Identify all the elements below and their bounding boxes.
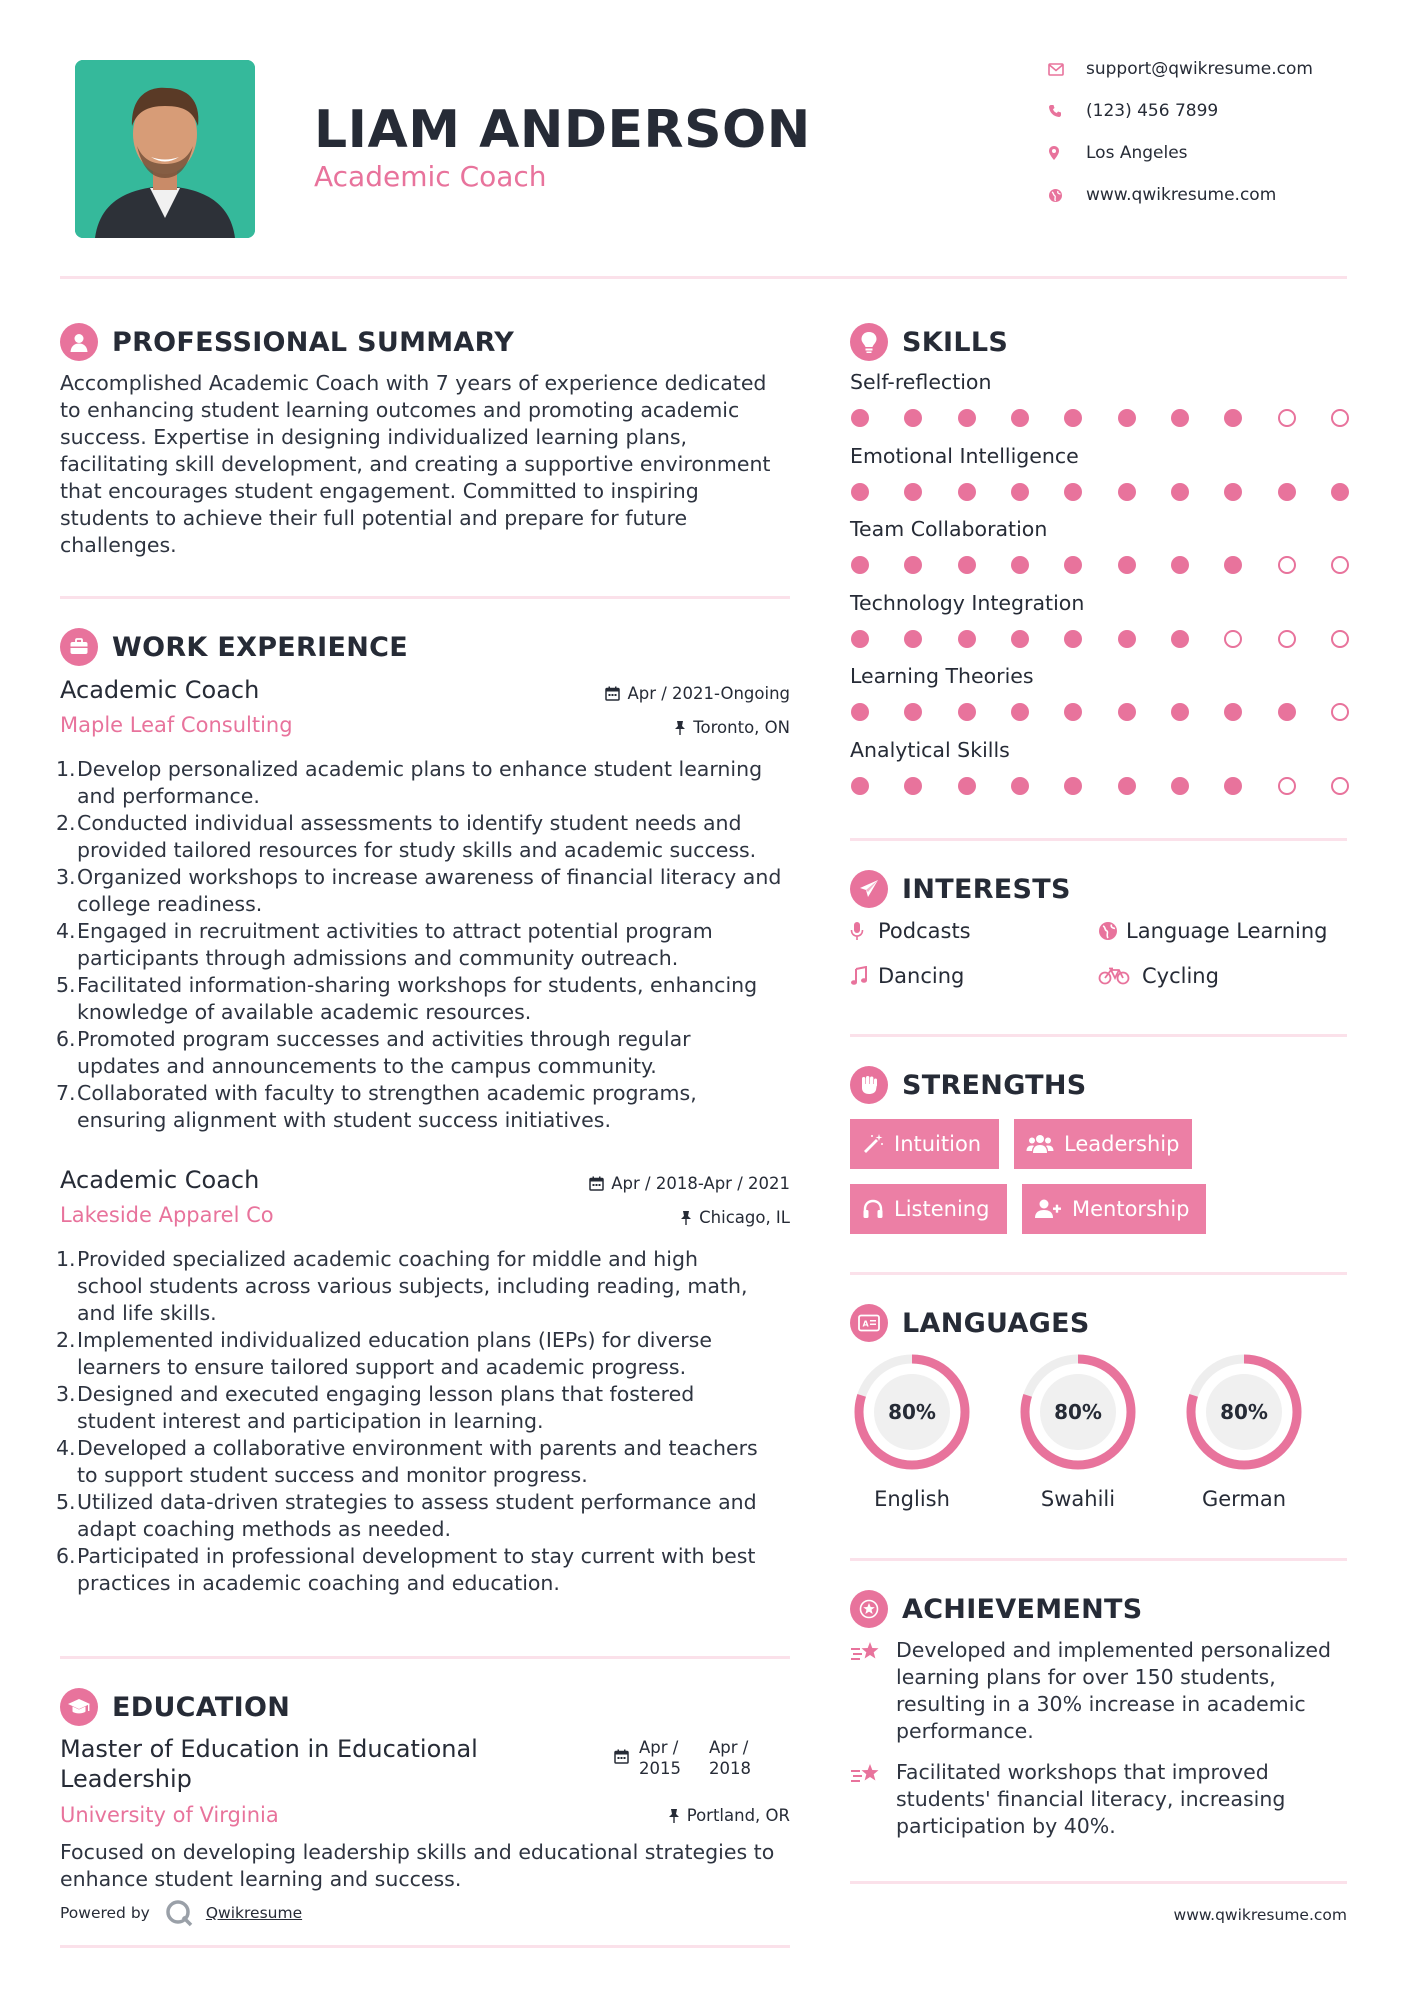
education-location-text: Portland, OR <box>686 1806 790 1825</box>
achievement-line: students' financial literacy, increasing <box>896 1787 1286 1811</box>
job-1-date-text: Apr / 2021-Ongoing <box>627 684 790 703</box>
list-number: 5. <box>56 973 76 997</box>
duty-line: updates and announcements to the campus community. <box>77 1054 657 1078</box>
language-name: English <box>874 1487 950 1511</box>
list-item <box>58 1489 803 1543</box>
skill-dot-filled <box>1118 483 1136 501</box>
skill-dot-empty <box>1331 409 1349 427</box>
duty-line: practices in academic coaching and education. <box>77 1571 560 1595</box>
achievement-line: performance. <box>896 1719 1034 1743</box>
duty-line: college readiness. <box>77 892 263 916</box>
list-number: 1. <box>56 1247 76 1271</box>
profile-photo <box>75 60 255 238</box>
globe-icon <box>1098 921 1126 941</box>
education-section-title <box>60 1687 290 1727</box>
skill-dot-filled <box>1011 409 1029 427</box>
shooting-star-icon <box>850 1637 896 1745</box>
skill-dot-empty <box>1331 556 1349 574</box>
user-plus-icon <box>1034 1198 1062 1220</box>
language-ring <box>851 1351 973 1473</box>
language-item <box>1017 1351 1139 1511</box>
skill-dot-filled <box>1064 703 1082 721</box>
duty-line: Facilitated information-sharing workshops for students, enhancing <box>77 973 758 997</box>
skill-dot-filled <box>904 556 922 574</box>
achievement-text <box>896 1637 1331 1745</box>
contact-email[interactable] <box>1048 52 1348 86</box>
list-number: 5. <box>56 1490 76 1514</box>
magic-wand-icon <box>862 1133 884 1155</box>
summary-line: Accomplished Academic Coach with 7 years of experience dedicated <box>60 371 767 395</box>
calendar-icon <box>614 1749 629 1764</box>
interests-title: INTERESTS <box>902 873 1071 905</box>
skill-dot-filled <box>1064 556 1082 574</box>
interest-dancing <box>850 961 964 991</box>
skill-dot-filled <box>1224 556 1242 574</box>
microphone-icon <box>850 921 878 941</box>
skill-dot-empty <box>1278 777 1296 795</box>
skill-dot-filled <box>851 777 869 795</box>
skill-dot-filled <box>1171 483 1189 501</box>
calendar-icon <box>589 1176 604 1191</box>
strength-label: Mentorship <box>1072 1197 1190 1221</box>
achievement-line: Facilitated workshops that improved <box>896 1760 1269 1784</box>
job-1-company: Maple Leaf Consulting <box>60 713 293 737</box>
calendar-icon <box>605 686 620 701</box>
strength-mentorship <box>1022 1184 1206 1234</box>
skill-dot-filled <box>1224 409 1242 427</box>
phone-icon <box>1048 104 1086 118</box>
list-item <box>58 756 803 810</box>
summary-text <box>60 370 800 559</box>
skill-dot-filled <box>1064 483 1082 501</box>
qwikresume-link[interactable]: Qwikresume <box>205 1904 303 1922</box>
duty-line: Organized workshops to increase awareness of financial literacy and <box>77 865 782 889</box>
skill-dot-filled <box>904 630 922 648</box>
candidate-name: LIAM ANDERSON <box>314 100 811 160</box>
envelope-icon <box>1048 63 1086 76</box>
achievement-line: participation by 40%. <box>896 1814 1116 1838</box>
skill-dot-filled <box>1171 630 1189 648</box>
contact-website-text: www.qwikresume.com <box>1086 185 1277 205</box>
language-ring <box>1183 1351 1305 1473</box>
user-icon <box>60 323 98 361</box>
duty-line: provided tailored resources for study skills and academic success. <box>77 838 757 862</box>
skill-rating <box>851 409 1349 427</box>
job-2-date <box>480 1174 790 1193</box>
list-item <box>58 1435 803 1489</box>
list-item <box>58 1026 803 1080</box>
duty-line: Implemented individualized education plans (IEPs) for diverse <box>77 1328 712 1352</box>
list-number: 3. <box>56 1382 76 1406</box>
duty-line: school students across various subjects, including reading, math, <box>77 1274 748 1298</box>
job-1-date <box>480 684 790 703</box>
skill-dot-filled <box>1064 777 1082 795</box>
list-item <box>58 1543 803 1597</box>
achievement-line: Developed and implemented personalized <box>896 1638 1331 1662</box>
education-line: Focused on developing leadership skills and educational strategies to <box>60 1840 775 1864</box>
skill-name: Technology Integration <box>850 590 1085 615</box>
job-2-title: Academic Coach <box>60 1166 260 1194</box>
education-degree <box>60 1734 478 1794</box>
skill-dot-filled <box>1118 703 1136 721</box>
candidate-role: Academic Coach <box>314 160 547 193</box>
duty-line: student interest and participation in learning. <box>77 1409 544 1433</box>
job-2-company: Lakeside Apparel Co <box>60 1203 274 1227</box>
skill-name: Team Collaboration <box>850 517 1048 541</box>
strengths-divider <box>850 1272 1347 1275</box>
skill-dot-empty <box>1278 630 1296 648</box>
skill-rating <box>851 556 1349 574</box>
skill-dot-filled <box>958 777 976 795</box>
education-location <box>480 1806 790 1825</box>
skill-dot-filled <box>1278 703 1296 721</box>
job-2-date-text: Apr / 2018-Apr / 2021 <box>611 1174 790 1193</box>
list-item <box>58 1080 803 1134</box>
strength-label: Listening <box>894 1197 990 1221</box>
interest-label: Cycling <box>1142 964 1219 988</box>
list-number: 3. <box>56 865 76 889</box>
skill-dot-filled <box>958 556 976 574</box>
summary-line: challenges. <box>60 533 177 557</box>
job-2-location <box>480 1208 790 1227</box>
skill-name: Analytical Skills <box>850 737 1010 762</box>
list-item <box>58 918 803 972</box>
strength-label: Intuition <box>894 1132 982 1156</box>
list-item <box>58 864 803 918</box>
map-pin-icon <box>1048 145 1086 161</box>
language-card-icon <box>850 1304 888 1342</box>
skill-dot-filled <box>1118 630 1136 648</box>
strength-listening <box>850 1184 1007 1234</box>
language-item <box>851 1351 973 1511</box>
duty-line: Designed and executed engaging lesson plans that fostered <box>77 1382 695 1406</box>
list-number: 2. <box>56 1328 76 1352</box>
skill-dot-filled <box>958 409 976 427</box>
list-item <box>58 1246 803 1327</box>
degree-line: Master of Education in Educational <box>60 1735 478 1763</box>
duty-line: participants through admissions and community outreach. <box>77 946 679 970</box>
degree-line: Leadership <box>60 1765 192 1793</box>
strengths-section-title <box>850 1065 1087 1105</box>
duty-line: to support student success and monitor progress. <box>77 1463 588 1487</box>
languages-divider <box>850 1558 1347 1561</box>
svg-text:A: A <box>862 1319 869 1329</box>
duty-line: Participated in professional development to stay current with best <box>77 1544 756 1568</box>
duty-line: Collaborated with faculty to strengthen academic programs, <box>77 1081 697 1105</box>
skill-dot-empty <box>1278 556 1296 574</box>
interests-section-title <box>850 869 1071 909</box>
achievements-section-title <box>850 1589 1143 1629</box>
qwikresume-logo-icon <box>164 1898 194 1928</box>
list-item <box>58 1327 803 1381</box>
users-icon <box>1026 1133 1054 1155</box>
skill-dot-filled <box>1171 409 1189 427</box>
date-line: Apr / <box>709 1738 749 1757</box>
skill-dot-filled <box>1118 409 1136 427</box>
languages-title: LANGUAGES <box>902 1307 1090 1339</box>
summary-line: that encourages student engagement. Committed to inspiring <box>60 479 699 503</box>
paper-plane-icon <box>850 870 888 908</box>
duty-line: knowledge of available academic resources. <box>77 1000 532 1024</box>
summary-line: students to achieve their full potential and prepare for future <box>60 506 688 530</box>
skill-dot-filled <box>904 409 922 427</box>
interest-label: Language Learning <box>1126 919 1328 943</box>
duty-line: and life skills. <box>77 1301 217 1325</box>
headphones-icon <box>862 1198 884 1220</box>
list-item <box>58 810 803 864</box>
star-badge-icon <box>850 1590 888 1628</box>
interest-label: Dancing <box>878 964 965 988</box>
skill-name: Learning Theories <box>850 664 1034 688</box>
skill-dot-empty <box>1331 777 1349 795</box>
duty-line: Provided specialized academic coaching for middle and high <box>77 1247 698 1271</box>
shooting-star-icon <box>850 1759 896 1840</box>
skill-dot-filled <box>904 703 922 721</box>
skill-dot-filled <box>851 556 869 574</box>
skill-dot-filled <box>1331 483 1349 501</box>
skill-dot-filled <box>1011 703 1029 721</box>
duty-line: Utilized data-driven strategies to assess student performance and <box>77 1490 757 1514</box>
achievements-divider <box>850 1881 1347 1884</box>
skills-section-title <box>850 322 1008 362</box>
duty-line: Developed a collaborative environment with parents and teachers <box>77 1436 758 1460</box>
achievement-item <box>850 1759 1350 1840</box>
briefcase-icon <box>60 628 98 666</box>
skill-dot-filled <box>851 630 869 648</box>
list-number: 4. <box>56 1436 76 1460</box>
skill-dot-empty <box>1278 409 1296 427</box>
skill-dot-filled <box>851 409 869 427</box>
interest-cycling <box>1098 961 1219 991</box>
skill-rating <box>851 630 1349 648</box>
skill-name: Emotional Intelligence <box>850 443 1079 468</box>
job-2-duties <box>58 1246 803 1597</box>
list-item <box>58 1381 803 1435</box>
powered-by-label: Powered by <box>60 1904 150 1922</box>
summary-title: PROFESSIONAL SUMMARY <box>112 326 515 358</box>
list-number: 4. <box>56 919 76 943</box>
skill-dot-filled <box>1011 556 1029 574</box>
skill-rating <box>851 483 1349 501</box>
lightbulb-icon <box>850 323 888 361</box>
skill-dot-filled <box>851 483 869 501</box>
education-end-date <box>709 1737 751 1779</box>
education-description <box>60 1839 805 1893</box>
language-item <box>1183 1351 1305 1511</box>
graduation-cap-icon <box>60 1688 98 1726</box>
summary-line: to enhancing student learning outcomes and promoting academic <box>60 398 740 422</box>
strengths-title: STRENGTHS <box>902 1069 1087 1101</box>
skill-dot-filled <box>1064 409 1082 427</box>
skills-divider <box>850 838 1347 841</box>
work-title: WORK EXPERIENCE <box>112 631 408 663</box>
achievement-line: resulting in a 30% increase in academic <box>896 1692 1306 1716</box>
skill-dot-filled <box>1011 777 1029 795</box>
skill-dot-filled <box>1171 703 1189 721</box>
job-2-location-text: Chicago, IL <box>699 1208 790 1227</box>
skill-dot-filled <box>958 630 976 648</box>
contact-email-text: support@qwikresume.com <box>1086 59 1313 79</box>
skill-dot-filled <box>1171 777 1189 795</box>
skills-title: SKILLS <box>902 326 1009 358</box>
bicycle-icon <box>1098 967 1142 985</box>
education-school: University of Virginia <box>60 1803 279 1827</box>
job-1-title: Academic Coach <box>60 676 260 704</box>
education-dates <box>614 1737 751 1779</box>
date-line: 2018 <box>709 1759 751 1778</box>
interest-podcasts <box>850 916 971 946</box>
raised-fist-icon <box>850 1066 888 1104</box>
skill-dot-filled <box>1278 483 1296 501</box>
list-number: 7. <box>56 1081 76 1105</box>
powered-by <box>60 1898 302 1928</box>
contact-website[interactable] <box>1048 178 1348 212</box>
skill-dot-filled <box>1224 703 1242 721</box>
pushpin-icon <box>680 1210 692 1225</box>
pushpin-icon <box>668 1808 680 1823</box>
pushpin-icon <box>674 720 686 735</box>
skill-dot-filled <box>851 703 869 721</box>
strength-leadership <box>1014 1119 1192 1169</box>
strength-intuition <box>850 1119 999 1169</box>
footer-left-divider <box>60 1945 790 1948</box>
duty-line: ensuring alignment with student success initiatives. <box>77 1108 611 1132</box>
skill-dot-filled <box>904 777 922 795</box>
skill-dot-filled <box>1224 483 1242 501</box>
duty-line: and performance. <box>77 784 260 808</box>
work-section-title <box>60 627 408 667</box>
duty-line: Develop personalized academic plans to enhance student learning <box>77 757 763 781</box>
duty-line: Engaged in recruitment activities to attract potential program <box>77 919 713 943</box>
skill-dot-filled <box>1011 630 1029 648</box>
date-line: 2015 <box>639 1759 681 1778</box>
skill-dot-filled <box>904 483 922 501</box>
footer-website[interactable]: www.qwikresume.com <box>1173 1906 1347 1924</box>
interest-label: Podcasts <box>878 919 971 943</box>
achievement-line: learning plans for over 150 students, <box>896 1665 1276 1689</box>
languages-section-title <box>850 1303 1090 1343</box>
contact-location <box>1048 136 1348 170</box>
list-item <box>58 972 803 1026</box>
duty-line: learners to ensure tailored support and academic progress. <box>77 1355 687 1379</box>
language-percent: 80% <box>1220 1400 1268 1424</box>
contact-phone-text: (123) 456 7899 <box>1086 101 1219 121</box>
language-name: Swahili <box>1040 1487 1116 1511</box>
summary-divider <box>60 596 790 599</box>
skill-dot-filled <box>958 483 976 501</box>
summary-line: facilitating skill development, and creating a supportive environment <box>60 452 771 476</box>
job-1-duties <box>58 756 803 1134</box>
duty-line: adapt coaching methods as needed. <box>77 1517 452 1541</box>
education-title: EDUCATION <box>112 1691 291 1723</box>
skill-dot-empty <box>1331 703 1349 721</box>
person-photo-icon <box>75 60 255 238</box>
achievement-text <box>896 1759 1285 1840</box>
skill-rating <box>851 777 1349 795</box>
education-start-date <box>639 1737 709 1779</box>
skill-dot-filled <box>1118 556 1136 574</box>
list-number: 2. <box>56 811 76 835</box>
contact-location-text: Los Angeles <box>1086 143 1188 163</box>
skill-dot-filled <box>1224 777 1242 795</box>
music-note-icon <box>850 966 878 986</box>
strength-label: Leadership <box>1064 1132 1180 1156</box>
job-1-location-text: Toronto, ON <box>693 718 790 737</box>
list-number: 6. <box>56 1544 76 1568</box>
interests-divider <box>850 1034 1347 1037</box>
language-percent: 80% <box>888 1400 936 1424</box>
globe-icon <box>1048 188 1086 203</box>
skill-dot-filled <box>958 703 976 721</box>
skill-dot-filled <box>1011 483 1029 501</box>
skill-dot-empty <box>1224 630 1242 648</box>
list-number: 1. <box>56 757 76 781</box>
summary-line: success. Expertise in designing individualized learning plans, <box>60 425 688 449</box>
list-number: 6. <box>56 1027 76 1051</box>
skill-dot-filled <box>1171 556 1189 574</box>
skill-dot-empty <box>1331 630 1349 648</box>
date-line: Apr / <box>639 1738 679 1757</box>
language-name: German <box>1201 1487 1287 1511</box>
education-line: enhance student learning and success. <box>60 1867 462 1891</box>
interest-language-learning <box>1098 916 1327 946</box>
achievements-title: ACHIEVEMENTS <box>902 1593 1143 1625</box>
summary-section-title <box>60 322 514 362</box>
skill-name: Self-reflection <box>850 370 992 394</box>
achievement-item <box>850 1637 1350 1745</box>
header-divider <box>60 276 1347 279</box>
job-1-location <box>480 718 790 737</box>
skill-rating <box>851 703 1349 721</box>
language-ring <box>1017 1351 1139 1473</box>
skill-dot-filled <box>1064 630 1082 648</box>
duty-line: Conducted individual assessments to identify student needs and <box>77 811 742 835</box>
skill-dot-filled <box>1118 777 1136 795</box>
language-percent: 80% <box>1054 1400 1102 1424</box>
duty-line: Promoted program successes and activities through regular <box>77 1027 691 1051</box>
work-divider <box>60 1656 790 1659</box>
contact-phone[interactable] <box>1048 94 1348 128</box>
